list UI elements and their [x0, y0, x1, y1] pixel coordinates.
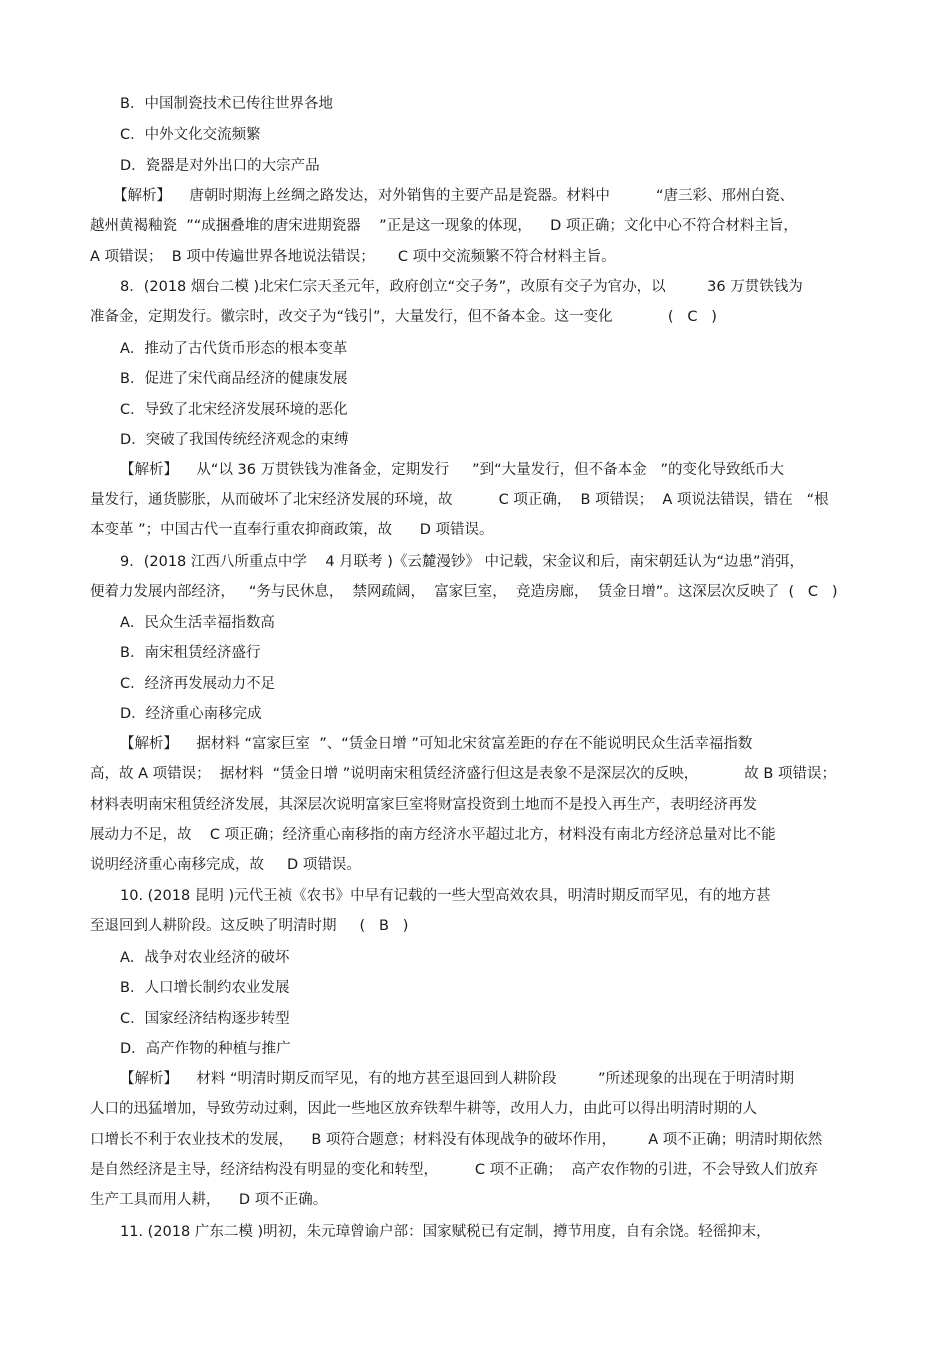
text-line: 材料表明南宋租赁经济发展，其深层次说明富家巨室将财富投资到土地而不是投入再生产，表明经济再发: [90, 797, 757, 813]
text-line: 【解析】 材料 “明清时期反而罕见，有的地方甚至退回到人耕阶段 ”所述现象的出现在于明清时期: [120, 1071, 795, 1087]
text-line: A．战争对农业经济的破坏: [120, 950, 290, 966]
text-line: 10. (2018 昆明 )元代王祯《农书》中早有记载的一些大型高效农具，明清时期反而罕见，有的地方甚: [120, 888, 771, 904]
text-line: 【解析】 据材料 “富家巨室 ”、“赁金日增 ”可知北宋贫富差距的存在不能说明民众生活幸福指数: [120, 736, 753, 752]
text-line: C．经济再发展动力不足: [120, 676, 276, 692]
text-line: 8．(2018 烟台二模 )北宋仁宗天圣元年，政府创立“交子务”，改原有交子为官办，以 36 万贯铁钱为: [120, 279, 803, 295]
text-line: B．促进了宋代商品经济的健康发展: [120, 371, 348, 387]
text-line: 口增长不利于农业技术的发展， B 项符合题意；材料没有体现战争的破坏作用， A 项不正确；明清时期依然: [90, 1132, 823, 1148]
text-line: 说明经济重心南移完成，故 D 项错误。: [90, 857, 361, 873]
text-line: C．中外文化交流频繁: [120, 127, 261, 143]
text-line: D．经济重心南移完成: [120, 706, 262, 722]
text-line: 生产工具而用人耕， D 项不正确。: [90, 1192, 328, 1208]
text-line: D．高产作物的种植与推广: [120, 1041, 291, 1057]
text-line: 量发行，通货膨胀，从而破坏了北宋经济发展的环境，故 C 项正确， B 项错误； A 项说法错误，错在 “根: [90, 492, 829, 508]
text-line: C．国家经济结构逐步转型: [120, 1011, 290, 1027]
text-line: B．人口增长制约农业发展: [120, 980, 290, 996]
text-line: A．推动了古代货币形态的根本变革: [120, 341, 348, 357]
text-line: D．突破了我国传统经济观念的束缚: [120, 432, 349, 448]
text-line: 【解析】 唐朝时期海上丝绸之路发达，对外销售的主要产品是瓷器。材料中 “唐三彩、邢州白瓷、: [113, 188, 795, 204]
text-line: B．南宋租赁经济盛行: [120, 645, 261, 661]
text-line: B．中国制瓷技术已传往世界各地: [120, 96, 333, 112]
text-line: D．瓷器是对外出口的大宗产品: [120, 158, 320, 174]
text-line: 【解析】 从“以 36 万贯铁钱为准备金，定期发行 ”到“大量发行，但不备本金 ”的变化导致纸币大: [120, 462, 785, 478]
text-line: A 项错误； B 项中传遍世界各地说法错误； C 项中交流频繁不符合材料主旨。: [90, 249, 616, 265]
text-line: C．导致了北宋经济发展环境的恶化: [120, 402, 348, 418]
text-line: 便着力发展内部经济， “务与民休息， 禁网疏阔， 富家巨室， 竞造房廊， 赁金日增”。这深层次反映了 ( C ): [90, 584, 838, 600]
text-line: 本变革 ”；中国古代一直奉行重农抑商政策，故 D 项错误。: [90, 522, 494, 538]
text-line: 人口的迅猛增加，导致劳动过剩，因此一些地区放弃铁犁牛耕等，改用人力，由此可以得出明清时期的人: [90, 1101, 757, 1117]
text-line: A．民众生活幸福指数高: [120, 615, 275, 631]
text-line: 是自然经济是主导，经济结构没有明显的变化和转型， C 项不正确； 高产农作物的引进，不会导致人们放弃: [90, 1162, 818, 1178]
text-line: 准备金，定期发行。徽宗时，改交子为“钱引”，大量发行，但不备本金。这一变化 ( C ): [90, 309, 717, 325]
text-line: 9．(2018 江西八所重点中学 4 月联考 )《云麓漫钞》 中记载，宋金议和后，南宋朝廷认为“边患”消弭，: [120, 554, 805, 570]
text-line: 高，故 A 项错误； 据材料 “赁金日增 ”说明南宋租赁经济盛行但这是表象不是深层次的反映， 故 B 项错误；: [90, 766, 836, 782]
text-line: 展动力不足，故 C 项正确；经济重心南移指的南方经济水平超过北方，材料没有南北方经济总量对比不能: [90, 827, 776, 843]
text-line: 11. (2018 广东二模 )明初，朱元璋曾谕户部：国家赋税已有定制，撙节用度，自有余饶。轻徭抑末，: [120, 1224, 771, 1240]
text-line: 至退回到人耕阶段。这反映了明清时期 ( B ): [90, 918, 409, 934]
text-line: 越州黄褐釉瓷 ”“成捆叠堆的唐宋进期瓷器 ”正是这一现象的体现， D 项正确；文化中心不符合材料主旨，: [90, 218, 798, 234]
